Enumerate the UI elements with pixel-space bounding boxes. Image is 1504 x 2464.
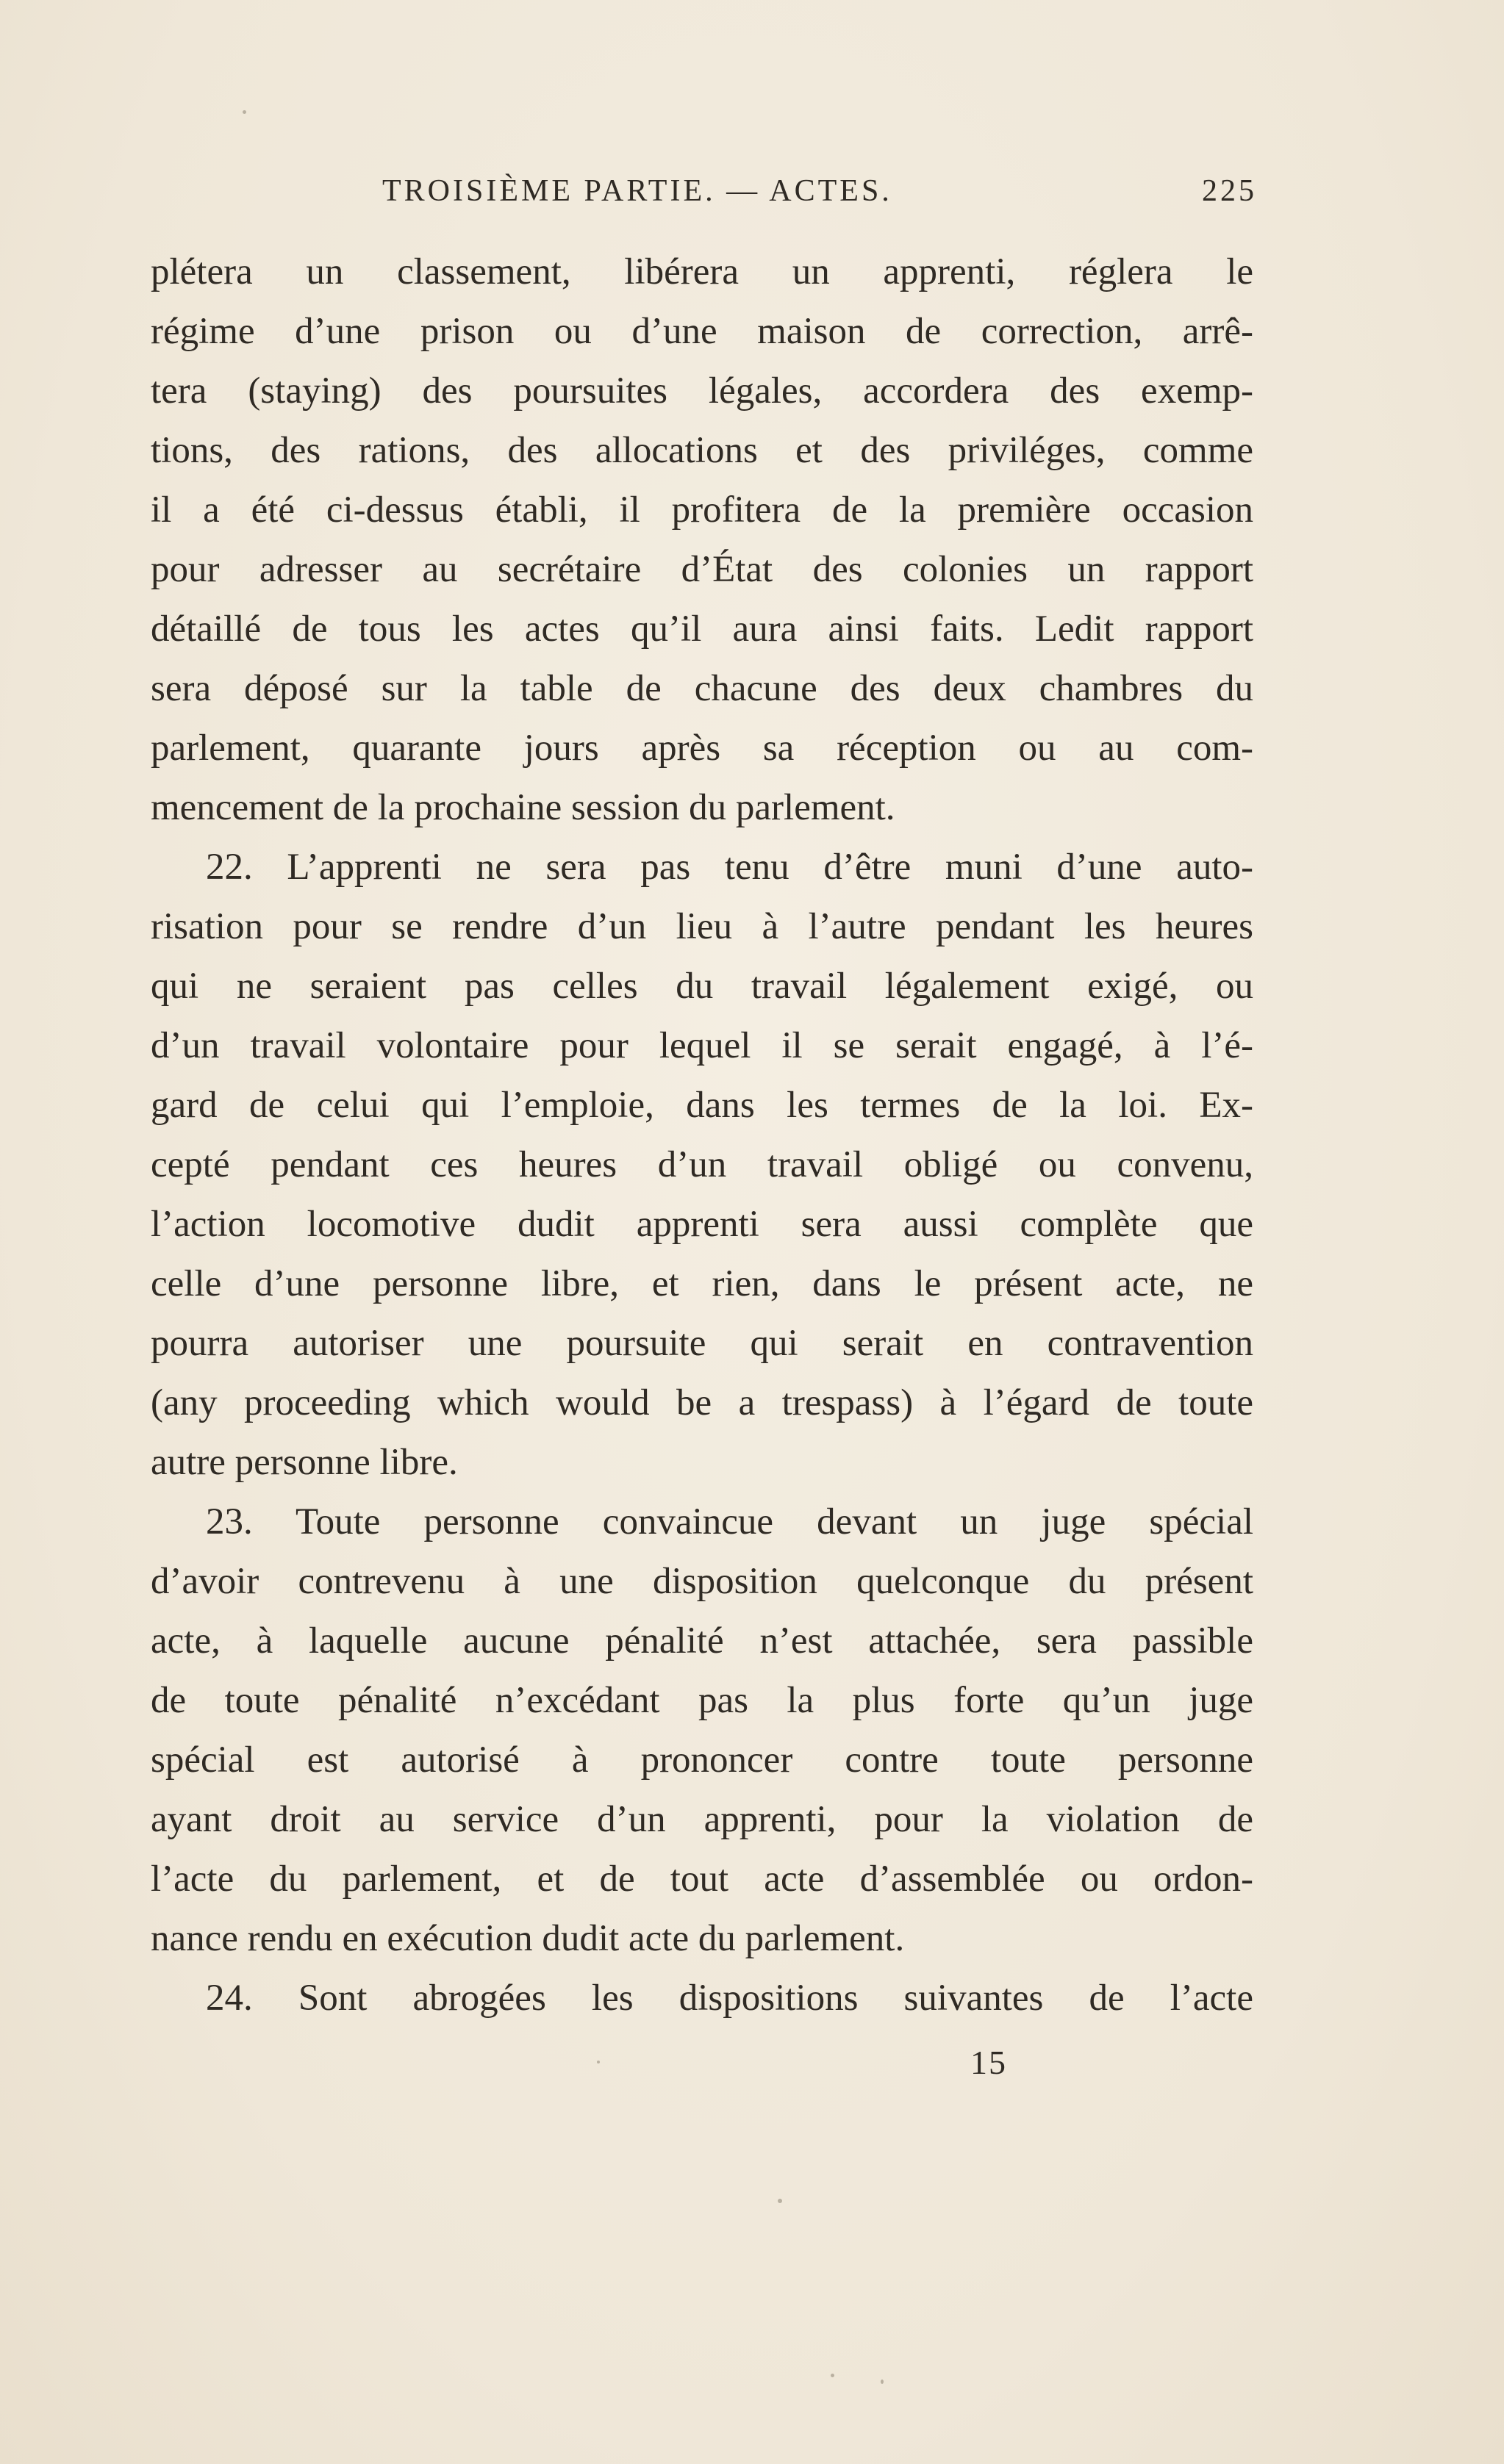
paper-speck — [597, 2061, 600, 2063]
paragraph-23-start: 23. Toute personne convaincue devant un juge spécial — [206, 1501, 1253, 1542]
text-line: acte, à laquelle aucune pénalité n’est attachée, sera passible — [151, 1620, 1253, 1662]
paragraph-22-start: 22. L’apprenti ne sera pas tenu d’être muni d’une auto- — [206, 847, 1253, 888]
body-text — [151, 243, 1253, 2028]
page-number: 225 — [1202, 174, 1257, 208]
text-line: gard de celui qui l’emploie, dans les termes de la loi. Ex- — [151, 1085, 1253, 1126]
text-line: nance rendu en exécution dudit acte du parlement. — [151, 1918, 905, 1959]
text-line: sera déposé sur la table de chacune des deux chambres du — [151, 668, 1253, 709]
text-line: autre personne libre. — [151, 1442, 458, 1483]
text-line: il a été ci-dessus établi, il profitera de la première occasion — [151, 489, 1253, 531]
paragraph-24-start: 24. Sont abrogées les dispositions suivantes de l’acte — [206, 1978, 1253, 2019]
running-title: TROISIÈME PARTIE. — ACTES. — [382, 174, 892, 208]
text-line: cepté pendant ces heures d’un travail obligé ou convenu, — [151, 1144, 1253, 1185]
text-line: pour adresser au secrétaire d’État des colonies un rapport — [151, 549, 1253, 590]
text-line: (any proceeding which would be a trespass) à l’égard de toute — [151, 1382, 1253, 1423]
text-line: spécial est autorisé à prononcer contre toute personne — [151, 1739, 1253, 1781]
text-line: d’avoir contrevenu à une disposition quelconque du présent — [151, 1561, 1253, 1602]
text-line: tera (staying) des poursuites légales, accordera des exemp- — [151, 370, 1253, 412]
text-line: celle d’une personne libre, et rien, dans le présent acte, ne — [151, 1263, 1253, 1304]
text-line: d’un travail volontaire pour lequel il se serait engagé, à l’é- — [151, 1025, 1253, 1066]
text-line: l’acte du parlement, et de tout acte d’assemblée ou ordon- — [151, 1858, 1253, 1900]
signature-mark: 15 — [970, 2044, 1007, 2081]
text-line: l’action locomotive dudit apprenti sera aussi complète que — [151, 1204, 1253, 1245]
text-line: ayant droit au service d’un apprenti, pour la violation de — [151, 1799, 1253, 1840]
paper-speck — [243, 110, 246, 114]
text-line: parlement, quarante jours après sa réception ou au com- — [151, 728, 1253, 769]
text-line: de toute pénalité n’excédant pas la plus forte qu’un juge — [151, 1680, 1253, 1721]
text-line: plétera un classement, libérera un apprenti, réglera le — [151, 251, 1253, 292]
paper-speck — [881, 2379, 884, 2384]
text-line: risation pour se rendre d’un lieu à l’autre pendant les heures — [151, 906, 1253, 947]
text-line: détaillé de tous les actes qu’il aura ainsi faits. Ledit rapport — [151, 608, 1253, 650]
page-header — [382, 173, 1257, 225]
paper-speck — [778, 2199, 782, 2203]
text-line: tions, des rations, des allocations et des priviléges, comme — [151, 430, 1253, 471]
paper-speck — [831, 2374, 834, 2377]
text-line: pourra autoriser une poursuite qui serait en contravention — [151, 1323, 1253, 1364]
text-line: régime d’une prison ou d’une maison de correction, arrê- — [151, 311, 1253, 352]
text-line: qui ne seraient pas celles du travail légalement exigé, ou — [151, 966, 1253, 1007]
text-line: mencement de la prochaine session du parlement. — [151, 787, 895, 828]
